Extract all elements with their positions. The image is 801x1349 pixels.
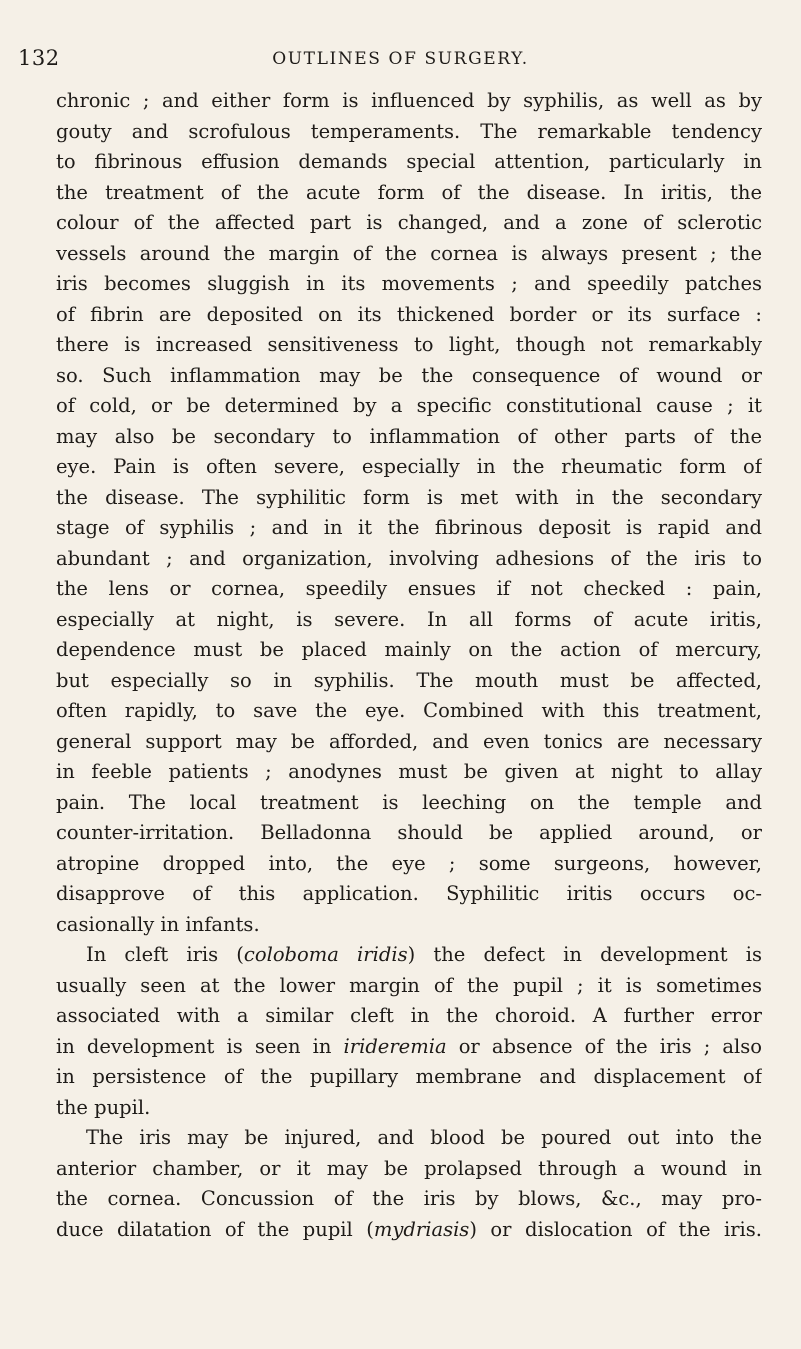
running-head: OUTLINES OF SURGERY.: [272, 49, 529, 69]
text-line: [56, 1215, 762, 1246]
text-line: often rapidly, to save the eye. Combined with this treatment,: [56, 699, 762, 722]
italic-term-coloboma-iridis: coloboma iridis: [243, 943, 408, 966]
text-line: associated with a similar cleft in the choroid. A further error: [56, 1004, 762, 1027]
text-line: in feeble patients ; anodynes must be given at night to allay: [56, 760, 762, 783]
text-line: atropine dropped into, the eye ; some surgeons, however,: [56, 851, 762, 875]
text-line: disapprove of this application. Syphilitic iritis occurs oc-: [56, 882, 762, 905]
text-line: the lens or cornea, speedily ensues if not checked : pain,: [56, 577, 762, 600]
text-span: ) or dislocation of the iris.: [469, 1217, 762, 1241]
italic-term-mydriasis: mydriasis: [373, 1217, 470, 1241]
text-line: the disease. The syphilitic form is met with in the secondary: [56, 485, 762, 509]
page-number: 132: [18, 46, 60, 70]
text-line: in persistence of the pupillary membrane and displacement of: [56, 1065, 762, 1088]
text-line: gouty and scrofulous temperaments. The remarkable tendency: [56, 119, 762, 143]
text-line: iris becomes sluggish in its movements ; and speedily patches: [56, 272, 762, 295]
text-span: In cleft iris (: [86, 943, 244, 966]
text-line: The iris may be injured, and blood be poured out into the: [86, 1126, 762, 1149]
text-line: usually seen at the lower margin of the pupil ; it is sometimes: [56, 973, 762, 997]
text-line: stage of syphilis ; and in it the fibrinous deposit is rapid and: [56, 516, 762, 539]
text-span: in development is seen in: [56, 1034, 344, 1058]
text-line: abundant ; and organization, involving adhesions of the iris to: [56, 546, 762, 570]
text-line: the pupil.: [56, 1095, 151, 1119]
text-line: especially at night, is severe. In all forms of acute iritis,: [56, 607, 762, 631]
text-line: of cold, or be determined by a specific constitutional cause ; it: [56, 394, 762, 417]
text-span: duce dilatation of the pupil (: [56, 1217, 374, 1241]
text-line: colour of the affected part is changed, and a zone of sclerotic: [56, 211, 762, 234]
text-line: vessels around the margin of the cornea is always present ; the: [56, 241, 762, 265]
body-text: [56, 86, 762, 1245]
text-line: the cornea. Concussion of the iris by blows, &c., may pro-: [56, 1187, 762, 1210]
text-line: [56, 940, 762, 971]
text-line: pain. The local treatment is leeching on the temple and: [56, 790, 762, 814]
page-header: [18, 46, 783, 76]
text-line: casionally in infants.: [56, 912, 260, 936]
text-span: ) the defect in development is: [407, 943, 762, 966]
text-line: eye. Pain is often severe, especially in the rheumatic form of: [56, 455, 762, 478]
text-line: but especially so in syphilis. The mouth must be affected,: [56, 668, 762, 692]
text-line: counter-irritation. Belladonna should be applied around, or: [56, 821, 762, 844]
text-line: of fibrin are deposited on its thickened border or its surface :: [56, 302, 762, 326]
text-line: anterior chamber, or it may be prolapsed through a wound in: [56, 1156, 762, 1180]
text-line: the treatment of the acute form of the disease. In iritis, the: [56, 180, 762, 204]
italic-term-irideremia: irideremia: [343, 1034, 447, 1058]
text-span: or absence of the iris ; also: [446, 1034, 762, 1058]
text-line: to fibrinous effusion demands special attention, particularly in: [56, 150, 762, 173]
text-line: may also be secondary to inflammation of other parts of the: [56, 424, 762, 448]
text-line: chronic ; and either form is influenced by syphilis, as well as by: [56, 89, 762, 112]
text-line: general support may be afforded, and even tonics are necessary: [56, 729, 762, 753]
text-line: there is increased sensitiveness to light, though not remarkably: [56, 333, 762, 356]
text-line: dependence must be placed mainly on the action of mercury,: [56, 638, 762, 661]
text-line: so. Such inflammation may be the consequence of wound or: [56, 363, 762, 387]
text-line: [56, 1032, 762, 1063]
